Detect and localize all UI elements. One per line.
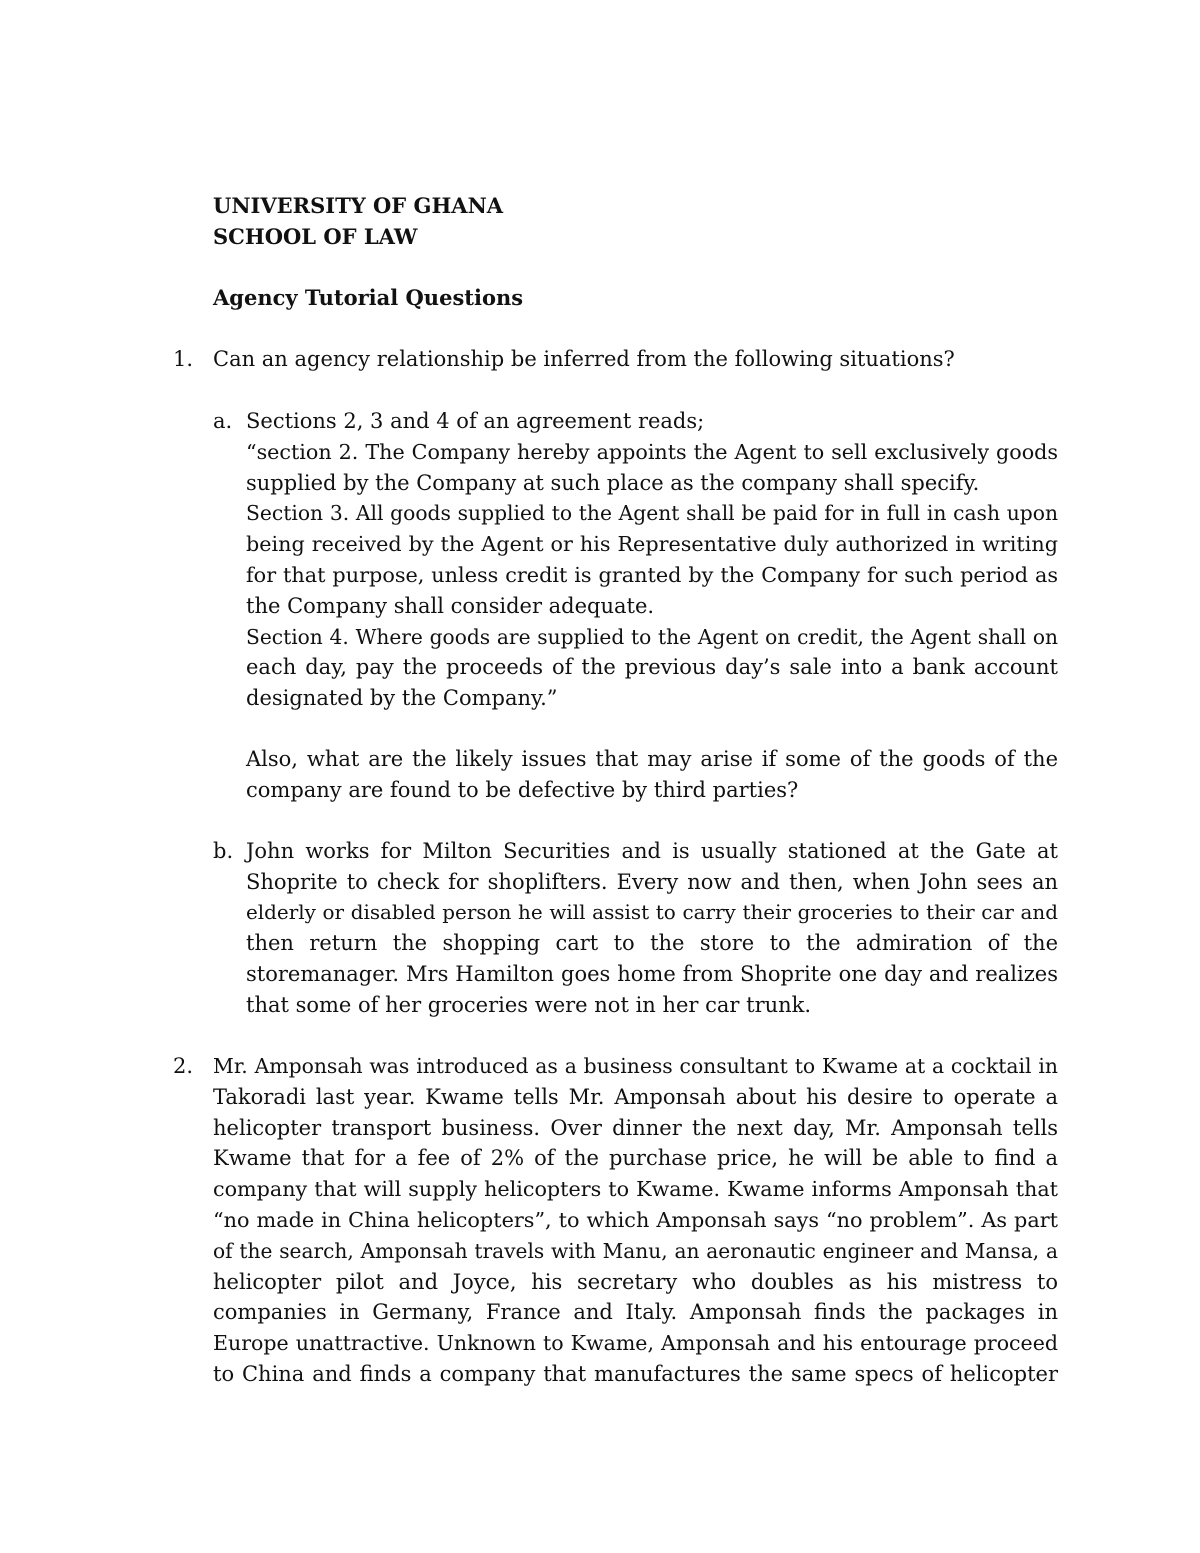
text-line: designated by the Company.” [246,686,558,711]
text-line: that some of her groceries were not in her car trunk. [246,992,812,1017]
text-line: being received by the Agent or his Representative duly authorized in writing [246,532,1058,557]
text-line: company that will supply helicopters to Kwame. Kwame informs Amponsah that [213,1177,1058,1202]
text-line: Mr. Amponsah was introduced as a business consultant to Kwame at a cocktail in [213,1054,1058,1078]
text-line: Can an agency relationship be inferred from the following situations? [213,347,955,371]
text-line: then return the shopping cart to the store to the admiration of the [246,931,1058,956]
text-line: Section 4. Where goods are supplied to the Agent on credit, the Agent shall on [246,624,1058,649]
subquestion-a-marker: a. [213,409,233,433]
text-line: Kwame that for a fee of 2% of the purchase price, he will be able to find a [213,1146,1058,1171]
text-line: Section 3. All goods supplied to the Agent shall be paid for in full in cash upon [246,501,1058,526]
text-line: of the search, Amponsah travels with Manu, an aeronautic engineer and Mansa, a [213,1238,1058,1263]
text-line: Europe unattractive. Unknown to Kwame, Amponsah and his entourage proceed [213,1331,1058,1356]
text-line: each day, pay the proceeds of the previous day’s sale into a bank account [246,655,1058,680]
text-line: Shoprite to check for shoplifters. Every now and then, when John sees an [246,869,1058,894]
subquestion-b-body [246,836,1058,1021]
question-2-body [213,1051,1058,1390]
question-2-number: 2. [173,1054,194,1078]
text-line: to China and finds a company that manufactures the same specs of helicopter [213,1361,1058,1386]
text-line: “no made in China helicopters”, to which Amponsah says “no problem”. As part [213,1207,1058,1232]
question-1-text [213,344,1073,375]
school-heading: SCHOOL OF LAW [213,224,418,249]
text-line: helicopter transport business. Over dinner the next day, Mr. Amponsah tells [213,1115,1058,1140]
question-1-number: 1. [173,347,194,371]
text-line: companies in Germany, France and Italy. Amponsah finds the packages in [213,1300,1058,1325]
text-line: company are found to be defective by third parties? [246,777,799,802]
text-line: the Company shall consider adequate. [246,593,655,618]
text-line: helicopter pilot and Joyce, his secretary who doubles as his mistress to [213,1269,1058,1294]
text-line: Also, what are the likely issues that may arise if some of the goods of the [246,747,1058,771]
university-heading: UNIVERSITY OF GHANA [213,193,504,218]
text-line: elderly or disabled person he will assist to carry their groceries to their car and [246,900,1058,924]
text-line: John works for Milton Securities and is usually stationed at the Gate at [246,839,1058,863]
subquestion-a-body [246,406,1058,714]
text-line: Takoradi last year. Kwame tells Mr. Amponsah about his desire to operate a [213,1084,1058,1109]
subquestion-b-marker: b. [213,839,234,863]
text-line: storemanager. Mrs Hamilton goes home from Shoprite one day and realizes [246,962,1058,987]
text-line: Sections 2, 3 and 4 of an agreement reads; [246,409,705,433]
subquestion-a-followup [246,744,1058,806]
text-line: for that purpose, unless credit is granted by the Company for such period as [246,562,1058,587]
document-title: Agency Tutorial Questions [213,285,524,310]
text-line: “section 2. The Company hereby appoints the Agent to sell exclusively goods [246,439,1058,464]
text-line: supplied by the Company at such place as the company shall specify. [246,470,980,495]
